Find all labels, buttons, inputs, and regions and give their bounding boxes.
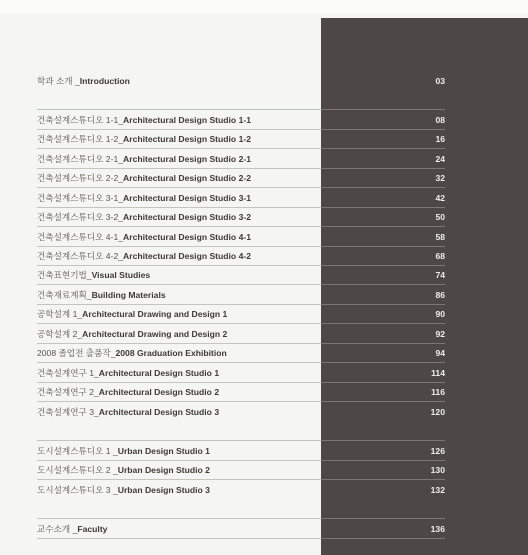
divider [321,401,445,402]
toc-entry-english-label: Building Materials [91,290,166,300]
toc-entry-title [37,269,150,281]
toc-entry-english-label: Architectural Design Studio 4-1 [123,232,251,242]
toc-entry[interactable] [37,130,445,148]
toc-page-number: 16 [435,134,445,144]
toc-entry[interactable] [37,286,445,304]
divider [321,538,445,539]
divider [37,148,321,149]
toc-entry-title [37,153,251,165]
toc-entry-korean-label: 건축재료계획_ [37,290,92,300]
toc-entry-title [37,114,251,126]
toc-entry-english-label: Architectural Design Studio 1-2 [123,134,251,144]
toc-entry[interactable] [37,189,445,207]
toc-entry-english-label: Introduction [79,76,130,86]
toc-page-number: 90 [435,309,445,319]
toc-page-number: 68 [435,251,445,261]
toc-entry[interactable] [37,520,445,538]
toc-page-number: 116 [431,387,445,397]
toc-entry[interactable] [37,266,445,284]
divider [321,518,445,519]
toc-entry-english-label: Architectural Design Studio 1 [98,368,220,378]
toc-entry-english-label: Urban Design Studio 1 [117,446,210,456]
toc-entry-english-label: Visual Studies [91,270,151,280]
toc-entry-title [37,192,251,204]
toc-entry-title [37,133,251,145]
divider [37,538,321,539]
toc-entry-title [37,386,219,398]
toc-entry-english-label: Architectural Design Studio 2-1 [123,154,251,164]
toc-entry-english-label: Architectural Design Studio 3-2 [123,212,251,222]
toc-entry-title [37,172,251,184]
divider [321,226,445,227]
toc-entry[interactable] [37,305,445,323]
toc-entry-korean-label: 공학설계 1_ [37,309,83,319]
toc-entry[interactable] [37,344,445,362]
divider [321,187,445,188]
toc-entry-korean-label: 건축설계스튜디오 4-2_ [37,251,124,261]
toc-entry-english-label: Faculty [77,524,108,534]
toc-entry-korean-label: 건축설계스튜디오 4-1_ [37,232,124,242]
toc-page-number: 136 [430,524,445,534]
toc-entry-title [37,464,210,476]
toc-entry-korean-label: 도시설계스튜디오 2 _ [37,465,118,475]
toc-entry[interactable] [37,169,445,187]
toc-page-number: 24 [435,154,445,164]
divider [37,518,321,519]
toc-entry-title [37,75,130,87]
toc-entry-english-label: Architectural Design Studio 1-1 [123,115,251,125]
toc-entry-title [37,250,251,262]
toc-page-number: 92 [435,329,445,339]
toc-page-number: 86 [435,290,445,300]
toc-entry[interactable] [37,208,445,226]
toc-entry-title [37,308,227,320]
toc-entry-korean-label: 도시설계스튜디오 3 _ [37,485,118,495]
toc-entry-korean-label: 2008 졸업전 출품작_ [37,348,116,358]
toc-page-number: 114 [431,368,445,378]
toc-entry-title [37,231,251,243]
toc-entry-korean-label: 건축표현기법_ [37,270,92,280]
toc-entry-english-label: Architectural Design Studio 4-2 [123,251,251,261]
divider [321,109,445,110]
divider [37,109,321,110]
toc-entry[interactable] [37,461,445,479]
divider [321,440,445,441]
divider [37,440,321,441]
divider [37,479,321,480]
toc-entry-english-label: Architectural Design Studio 3 [98,407,220,417]
toc-entry-english-label: Architectural Design Studio 3-1 [123,193,251,203]
toc-entry-english-label: Urban Design Studio 2 [117,465,210,475]
toc-entry-title [37,328,227,340]
toc-page-number: 32 [435,173,445,183]
toc-entry[interactable] [37,364,445,382]
toc-entry-korean-label: 건축설계연구 1_ [37,368,99,378]
divider [37,284,321,285]
divider [321,479,445,480]
toc-entry-korean-label: 건축설계스튜디오 1-1_ [37,115,124,125]
divider [37,226,321,227]
toc-entry-english-label: Architectural Drawing and Design 1 [82,309,228,319]
toc-page-number: 94 [435,348,445,358]
toc-entry-korean-label: 건축설계스튜디오 3-2_ [37,212,124,222]
toc-entry[interactable] [37,442,445,460]
toc-entry-title [37,367,219,379]
toc-page-number: 126 [430,446,445,456]
toc-entry[interactable] [37,247,445,265]
toc-entry-title [37,406,219,418]
toc-page-number: 08 [435,115,445,125]
toc-entry-korean-label: 건축설계스튜디오 1-2_ [37,134,124,144]
toc-entry[interactable] [37,228,445,246]
divider [321,362,445,363]
toc-entry-korean-label: 건축설계연구 3_ [37,407,99,417]
toc-page-number: 120 [430,407,445,417]
divider [37,187,321,188]
toc-entry-english-label: Architectural Design Studio 2-2 [123,173,251,183]
toc-entry-title [37,347,227,359]
divider [321,148,445,149]
toc-page-number: 74 [435,270,445,280]
toc-entry[interactable] [37,481,445,499]
divider [321,323,445,324]
toc-entry-title [37,211,251,223]
toc-entry[interactable] [37,150,445,168]
toc-page-number: 58 [435,232,445,242]
toc-entry-title [37,523,107,535]
toc-entry-korean-label: 교수소개 _ [37,524,78,534]
toc-entry-english-label: Architectural Design Studio 2 [98,387,220,397]
divider [37,323,321,324]
toc-entry-korean-label: 건축설계스튜디오 2-2_ [37,173,124,183]
toc-entry[interactable] [37,72,445,90]
toc-page-number: 50 [435,212,445,222]
toc-page-number: 03 [435,76,445,86]
divider [37,401,321,402]
toc-entry-title [37,445,210,457]
toc-page-number: 130 [430,465,445,475]
divider [321,284,445,285]
toc-entry-english-label: Urban Design Studio 3 [117,485,210,495]
toc-entry[interactable] [37,325,445,343]
toc-entry-korean-label: 공학설계 2_ [37,329,83,339]
toc-entry-english-label: Architectural Drawing and Design 2 [82,329,228,339]
toc-page-number: 42 [435,193,445,203]
toc-entry-korean-label: 건축설계연구 2_ [37,387,99,397]
toc-entry[interactable] [37,111,445,129]
toc-entry-english-label: 2008 Graduation Exhibition [115,348,227,358]
toc-entry-title [37,289,166,301]
toc-entry[interactable] [37,403,445,421]
toc-entry-korean-label: 도시설계스튜디오 1 _ [37,446,118,456]
toc-page-number: 132 [430,485,445,495]
toc-entry-korean-label: 건축설계스튜디오 2-1_ [37,154,124,164]
toc-entry[interactable] [37,383,445,401]
toc-entry-title [37,484,210,496]
toc-entry-korean-label: 학과 소개 _ [37,76,80,86]
divider [37,362,321,363]
toc-entry-korean-label: 건축설계스튜디오 3-1_ [37,193,124,203]
